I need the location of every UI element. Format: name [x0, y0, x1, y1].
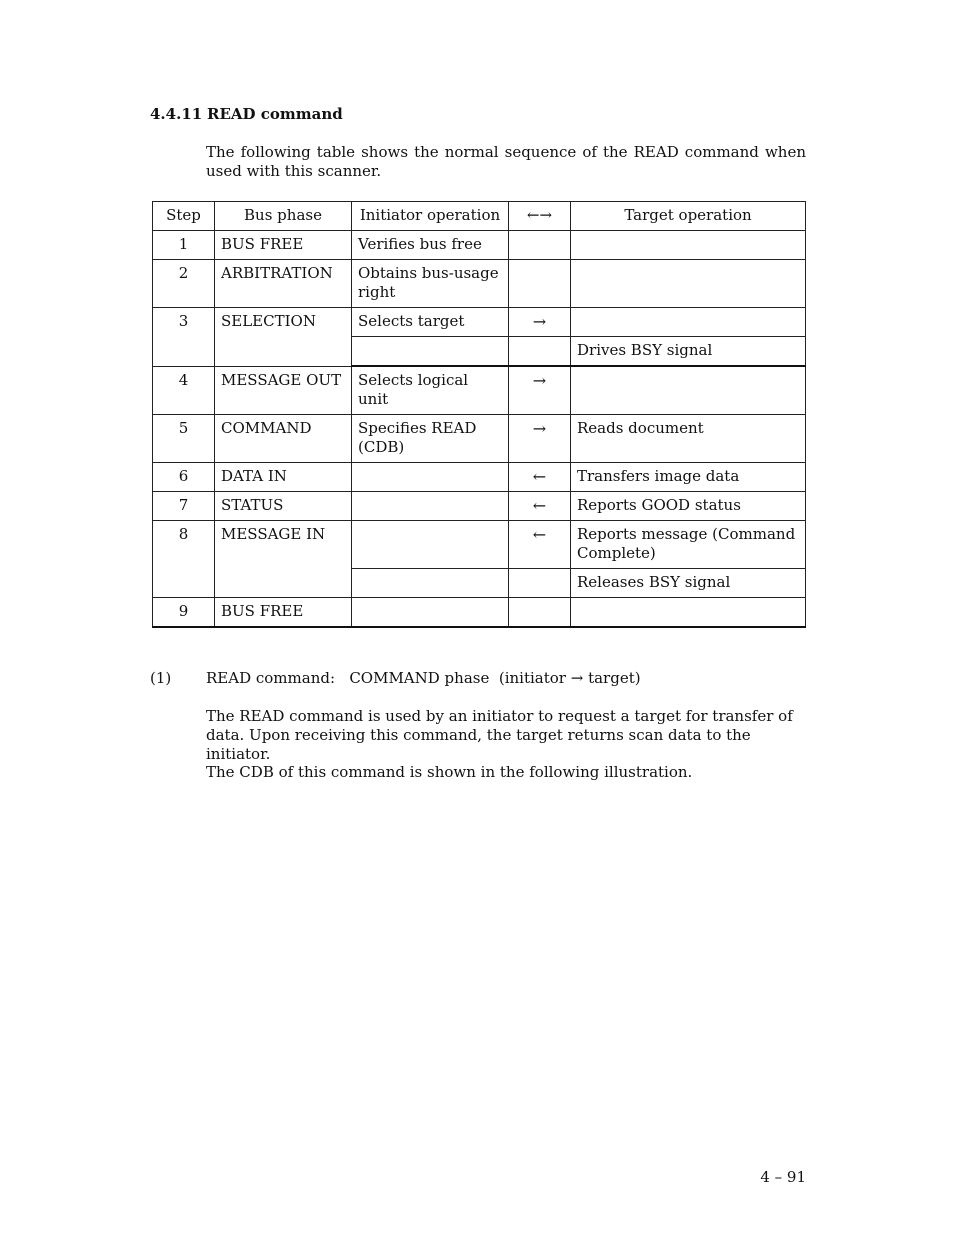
subsection-title: READ command: COMMAND phase (initiator → target)	[206, 669, 641, 687]
step-cell: 3	[153, 308, 215, 367]
table-row	[153, 521, 806, 569]
direction-cell	[509, 260, 571, 308]
table-row	[153, 308, 806, 337]
bus-phase-cell: BUS FREE	[215, 231, 352, 260]
header-target-operation: Target operation	[571, 202, 806, 231]
table-row	[153, 598, 806, 628]
table-row	[153, 231, 806, 260]
step-cell: 9	[153, 598, 215, 628]
target-cell	[571, 308, 806, 337]
intro-paragraph: The following table shows the normal sequence of the READ command when used with this scanner.	[206, 143, 806, 180]
step-cell: 4	[153, 366, 215, 415]
direction-cell: ←	[509, 521, 571, 569]
section-title: READ command	[207, 105, 343, 123]
initiator-cell	[352, 598, 509, 628]
section-heading	[150, 105, 343, 123]
direction-cell: →	[509, 415, 571, 463]
table-row	[153, 260, 806, 308]
initiator-cell: Obtains bus-usage right	[352, 260, 509, 308]
initiator-cell	[352, 521, 509, 569]
target-cell: Transfers image data	[571, 463, 806, 492]
target-cell: Reports GOOD status	[571, 492, 806, 521]
initiator-cell: Selects target	[352, 308, 509, 337]
step-cell: 1	[153, 231, 215, 260]
subsection-paragraph-1: The READ command is used by an initiator to request a target for transfer of data. Upon receiving this command, the target returns scan data to the initiator.	[206, 707, 793, 763]
target-cell	[571, 366, 806, 415]
step-cell: 2	[153, 260, 215, 308]
table-row	[153, 366, 806, 415]
target-cell: Drives BSY signal	[571, 337, 806, 367]
bus-phase-cell: MESSAGE IN	[215, 521, 352, 598]
direction-cell	[509, 569, 571, 598]
table-row	[153, 415, 806, 463]
bus-phase-cell: DATA IN	[215, 463, 352, 492]
bus-phase-cell: STATUS	[215, 492, 352, 521]
step-cell: 5	[153, 415, 215, 463]
target-cell: Reads document	[571, 415, 806, 463]
table-row	[153, 492, 806, 521]
section-number: 4.4.11	[150, 105, 203, 123]
step-cell: 8	[153, 521, 215, 598]
page-number: 4 – 91	[760, 1168, 806, 1186]
initiator-cell	[352, 337, 509, 367]
initiator-cell	[352, 463, 509, 492]
header-bus-phase: Bus phase	[215, 202, 352, 231]
direction-cell: →	[509, 366, 571, 415]
initiator-cell	[352, 492, 509, 521]
direction-cell: →	[509, 308, 571, 337]
bus-phase-cell: BUS FREE	[215, 598, 352, 628]
header-initiator-operation: Initiator operation	[352, 202, 509, 231]
table-row	[153, 463, 806, 492]
target-cell: Releases BSY signal	[571, 569, 806, 598]
header-step: Step	[153, 202, 215, 231]
header-direction: ←→	[509, 202, 571, 231]
table-header-row	[153, 202, 806, 231]
read-sequence-table	[152, 201, 806, 628]
target-cell	[571, 260, 806, 308]
bus-phase-cell: COMMAND	[215, 415, 352, 463]
direction-cell	[509, 231, 571, 260]
bus-phase-cell: SELECTION	[215, 308, 352, 367]
initiator-cell: Verifies bus free	[352, 231, 509, 260]
direction-cell: ←	[509, 463, 571, 492]
target-cell	[571, 231, 806, 260]
target-cell: Reports message (Command Complete)	[571, 521, 806, 569]
initiator-cell	[352, 569, 509, 598]
target-cell	[571, 598, 806, 628]
direction-cell: ←	[509, 492, 571, 521]
direction-cell	[509, 337, 571, 367]
bus-phase-cell: MESSAGE OUT	[215, 366, 352, 415]
subsection-paragraph-2: The CDB of this command is shown in the following illustration.	[206, 763, 693, 781]
initiator-cell: Selects logical unit	[352, 366, 509, 415]
initiator-cell: Specifies READ (CDB)	[352, 415, 509, 463]
step-cell: 7	[153, 492, 215, 521]
direction-cell	[509, 598, 571, 628]
step-cell: 6	[153, 463, 215, 492]
bus-phase-cell: ARBITRATION	[215, 260, 352, 308]
subsection-label: (1)	[150, 669, 172, 687]
